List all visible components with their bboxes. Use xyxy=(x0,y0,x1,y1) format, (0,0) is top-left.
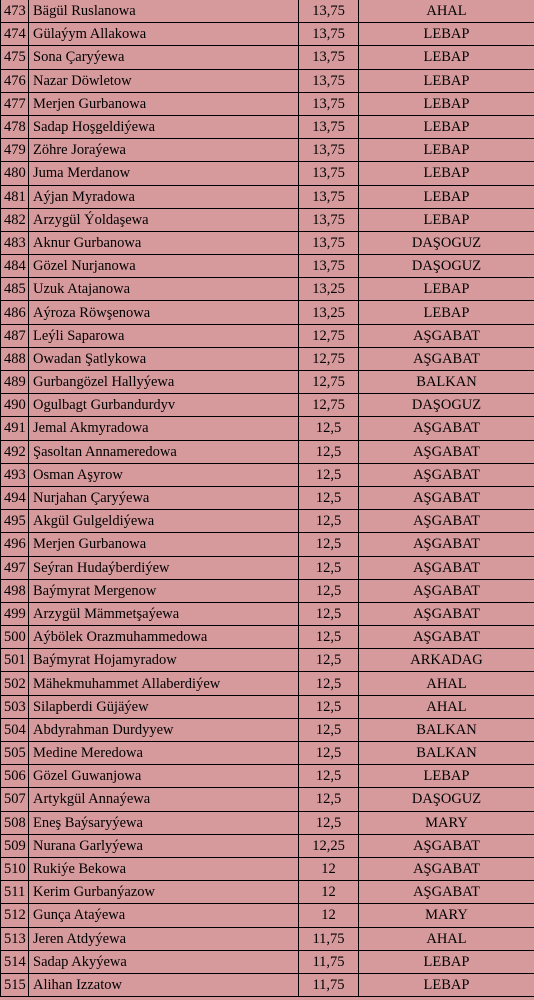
row-number: 498 xyxy=(1,579,29,602)
row-number: 503 xyxy=(1,695,29,718)
student-name: Baýmyrat Mergenow xyxy=(29,579,299,602)
region-cell: DAŞOGUZ xyxy=(359,788,534,811)
score-cell: 13,75 xyxy=(299,162,359,185)
row-number: 480 xyxy=(1,162,29,185)
student-name: Aýjan Myradowa xyxy=(29,185,299,208)
table-row xyxy=(1,324,534,347)
region-cell: AŞGABAT xyxy=(359,857,534,880)
student-name: Merjen Gurbanowa xyxy=(29,533,299,556)
table-row xyxy=(1,69,534,92)
score-cell: 13,75 xyxy=(299,208,359,231)
table-row xyxy=(1,649,534,672)
row-number: 495 xyxy=(1,510,29,533)
region-cell: AŞGABAT xyxy=(359,510,534,533)
region-cell: LEBAP xyxy=(359,973,534,996)
table-row xyxy=(1,301,534,324)
table-row xyxy=(1,788,534,811)
table-row xyxy=(1,602,534,625)
table-row xyxy=(1,0,534,23)
score-cell: 13,75 xyxy=(299,92,359,115)
score-cell: 12,25 xyxy=(299,834,359,857)
score-cell: 12,75 xyxy=(299,324,359,347)
row-number: 488 xyxy=(1,347,29,370)
score-cell: 11,75 xyxy=(299,927,359,950)
region-cell: LEBAP xyxy=(359,69,534,92)
region-cell: AHAL xyxy=(359,672,534,695)
region-cell: MARY xyxy=(359,904,534,927)
row-number: 500 xyxy=(1,626,29,649)
region-cell: AŞGABAT xyxy=(359,579,534,602)
row-number: 486 xyxy=(1,301,29,324)
region-cell: AŞGABAT xyxy=(359,881,534,904)
table-row xyxy=(1,927,534,950)
score-cell: 13,75 xyxy=(299,115,359,138)
row-number: 511 xyxy=(1,881,29,904)
region-cell: ARKADAG xyxy=(359,649,534,672)
student-name: Zöhre Joraýewa xyxy=(29,139,299,162)
score-cell: 12,5 xyxy=(299,649,359,672)
row-number: 489 xyxy=(1,371,29,394)
row-number: 482 xyxy=(1,208,29,231)
row-number: 491 xyxy=(1,417,29,440)
score-cell: 12,5 xyxy=(299,788,359,811)
row-number: 505 xyxy=(1,742,29,765)
student-name: Artykgül Annaýewa xyxy=(29,788,299,811)
row-number: 485 xyxy=(1,278,29,301)
student-name: Bägül Ruslanowa xyxy=(29,0,299,23)
score-cell: 12 xyxy=(299,881,359,904)
score-cell: 13,75 xyxy=(299,0,359,23)
table-row xyxy=(1,46,534,69)
student-name: Silapberdi Güjäýew xyxy=(29,695,299,718)
student-name: Jemal Akmyradowa xyxy=(29,417,299,440)
score-cell: 12,5 xyxy=(299,626,359,649)
row-number: 484 xyxy=(1,255,29,278)
student-name: Şasoltan Annameredowa xyxy=(29,440,299,463)
region-cell: BALKAN xyxy=(359,718,534,741)
row-number: 490 xyxy=(1,394,29,417)
score-cell: 13,75 xyxy=(299,69,359,92)
table-row xyxy=(1,139,534,162)
student-name: Mähekmuhammet Allaberdiýew xyxy=(29,672,299,695)
table-row xyxy=(1,973,534,996)
score-cell: 13,25 xyxy=(299,301,359,324)
table-row xyxy=(1,672,534,695)
row-number: 487 xyxy=(1,324,29,347)
region-cell: DAŞOGUZ xyxy=(359,231,534,254)
student-name: Arzygül Mämmetşaýewa xyxy=(29,602,299,625)
region-cell: AHAL xyxy=(359,927,534,950)
student-name: Gözel Nurjanowa xyxy=(29,255,299,278)
table-row xyxy=(1,718,534,741)
student-name: Ogulbagt Gurbandurdyv xyxy=(29,394,299,417)
region-cell: LEBAP xyxy=(359,115,534,138)
region-cell: LEBAP xyxy=(359,162,534,185)
table-row xyxy=(1,371,534,394)
region-cell: AHAL xyxy=(359,695,534,718)
region-cell: AŞGABAT xyxy=(359,347,534,370)
score-cell: 12,5 xyxy=(299,811,359,834)
student-name: Sona Çaryýewa xyxy=(29,46,299,69)
region-cell: DAŞOGUZ xyxy=(359,394,534,417)
row-number: 515 xyxy=(1,973,29,996)
student-name: Aknur Gurbanowa xyxy=(29,231,299,254)
table-row xyxy=(1,417,534,440)
table-row xyxy=(1,115,534,138)
student-name: Baýmyrat Hojamyradow xyxy=(29,649,299,672)
results-table-body xyxy=(1,0,534,997)
score-cell: 13,25 xyxy=(299,278,359,301)
row-number: 492 xyxy=(1,440,29,463)
table-row xyxy=(1,510,534,533)
student-name: Alihan Izzatow xyxy=(29,973,299,996)
row-number: 502 xyxy=(1,672,29,695)
row-number: 499 xyxy=(1,602,29,625)
region-cell: AŞGABAT xyxy=(359,463,534,486)
table-row xyxy=(1,162,534,185)
score-cell: 12,5 xyxy=(299,533,359,556)
score-cell: 11,75 xyxy=(299,973,359,996)
student-name: Aýbölek Orazmuhammedowa xyxy=(29,626,299,649)
row-number: 510 xyxy=(1,857,29,880)
region-cell: LEBAP xyxy=(359,278,534,301)
score-cell: 12,5 xyxy=(299,510,359,533)
table-row xyxy=(1,463,534,486)
region-cell: LEBAP xyxy=(359,950,534,973)
table-row xyxy=(1,556,534,579)
row-number: 513 xyxy=(1,927,29,950)
row-number: 497 xyxy=(1,556,29,579)
score-cell: 12,5 xyxy=(299,718,359,741)
table-row xyxy=(1,579,534,602)
table-row xyxy=(1,231,534,254)
row-number: 478 xyxy=(1,115,29,138)
student-name: Kerim Gurbanýazow xyxy=(29,881,299,904)
student-name: Nazar Döwletow xyxy=(29,69,299,92)
table-row xyxy=(1,255,534,278)
student-name: Uzuk Atajanowa xyxy=(29,278,299,301)
score-cell: 12,5 xyxy=(299,556,359,579)
table-row xyxy=(1,742,534,765)
student-name: Akgül Gulgeldiýewa xyxy=(29,510,299,533)
score-cell: 13,75 xyxy=(299,46,359,69)
score-cell: 12,5 xyxy=(299,463,359,486)
score-cell: 12,75 xyxy=(299,394,359,417)
student-name: Sadap Akyýewa xyxy=(29,950,299,973)
row-number: 514 xyxy=(1,950,29,973)
region-cell: LEBAP xyxy=(359,185,534,208)
row-number: 475 xyxy=(1,46,29,69)
row-number: 479 xyxy=(1,139,29,162)
region-cell: LEBAP xyxy=(359,46,534,69)
student-name: Rukiýe Bekowa xyxy=(29,857,299,880)
score-cell: 13,75 xyxy=(299,185,359,208)
score-cell: 12,5 xyxy=(299,695,359,718)
student-name: Gülaýym Allakowa xyxy=(29,23,299,46)
score-cell: 12,5 xyxy=(299,742,359,765)
table-row xyxy=(1,950,534,973)
student-name: Gözel Guwanjowa xyxy=(29,765,299,788)
region-cell: AŞGABAT xyxy=(359,533,534,556)
table-row xyxy=(1,278,534,301)
table-row xyxy=(1,834,534,857)
region-cell: LEBAP xyxy=(359,208,534,231)
student-name: Jeren Atdyýewa xyxy=(29,927,299,950)
row-number: 476 xyxy=(1,69,29,92)
score-cell: 13,75 xyxy=(299,231,359,254)
table-row xyxy=(1,185,534,208)
student-name: Sadap Hoşgeldiýewa xyxy=(29,115,299,138)
table-row xyxy=(1,904,534,927)
student-name: Arzygül Ýoldaşewa xyxy=(29,208,299,231)
region-cell: AŞGABAT xyxy=(359,324,534,347)
table-row xyxy=(1,857,534,880)
region-cell: AŞGABAT xyxy=(359,834,534,857)
score-cell: 12,5 xyxy=(299,672,359,695)
row-number: 512 xyxy=(1,904,29,927)
region-cell: DAŞOGUZ xyxy=(359,255,534,278)
row-number: 507 xyxy=(1,788,29,811)
row-number: 483 xyxy=(1,231,29,254)
score-cell: 11,75 xyxy=(299,950,359,973)
table-row xyxy=(1,626,534,649)
table-row xyxy=(1,881,534,904)
student-name: Nurjahan Çaryýewa xyxy=(29,486,299,509)
student-name: Seýran Hudaýberdiýew xyxy=(29,556,299,579)
row-number: 473 xyxy=(1,0,29,23)
student-name: Juma Merdanow xyxy=(29,162,299,185)
table-row xyxy=(1,486,534,509)
student-name: Medine Meredowa xyxy=(29,742,299,765)
region-cell: LEBAP xyxy=(359,139,534,162)
table-row xyxy=(1,695,534,718)
table-row xyxy=(1,208,534,231)
region-cell: AŞGABAT xyxy=(359,486,534,509)
region-cell: AHAL xyxy=(359,0,534,23)
score-cell: 12,5 xyxy=(299,579,359,602)
row-number: 496 xyxy=(1,533,29,556)
region-cell: AŞGABAT xyxy=(359,602,534,625)
student-name: Eneş Baýsaryýewa xyxy=(29,811,299,834)
score-cell: 12 xyxy=(299,904,359,927)
region-cell: LEBAP xyxy=(359,301,534,324)
student-name: Osman Aşyrow xyxy=(29,463,299,486)
row-number: 506 xyxy=(1,765,29,788)
row-number: 501 xyxy=(1,649,29,672)
row-number: 504 xyxy=(1,718,29,741)
student-name: Gurbangözel Hallyýewa xyxy=(29,371,299,394)
region-cell: MARY xyxy=(359,811,534,834)
table-row xyxy=(1,92,534,115)
student-name: Merjen Gurbanowa xyxy=(29,92,299,115)
score-cell: 12,5 xyxy=(299,440,359,463)
row-number: 493 xyxy=(1,463,29,486)
table-row xyxy=(1,440,534,463)
region-cell: AŞGABAT xyxy=(359,626,534,649)
student-name: Aýroza Röwşenowa xyxy=(29,301,299,324)
student-name: Leýli Saparowa xyxy=(29,324,299,347)
score-cell: 12 xyxy=(299,857,359,880)
student-name: Nurana Garlyýewa xyxy=(29,834,299,857)
student-name: Abdyrahman Durdyyew xyxy=(29,718,299,741)
region-cell: LEBAP xyxy=(359,92,534,115)
region-cell: AŞGABAT xyxy=(359,417,534,440)
row-number: 481 xyxy=(1,185,29,208)
table-row xyxy=(1,533,534,556)
row-number: 477 xyxy=(1,92,29,115)
region-cell: AŞGABAT xyxy=(359,440,534,463)
row-number: 508 xyxy=(1,811,29,834)
region-cell: BALKAN xyxy=(359,371,534,394)
table-row xyxy=(1,394,534,417)
table-row xyxy=(1,347,534,370)
score-cell: 13,75 xyxy=(299,139,359,162)
table-row xyxy=(1,811,534,834)
region-cell: LEBAP xyxy=(359,765,534,788)
row-number: 474 xyxy=(1,23,29,46)
score-cell: 12,5 xyxy=(299,417,359,440)
student-name: Owadan Şatlykowa xyxy=(29,347,299,370)
score-cell: 12,5 xyxy=(299,486,359,509)
table-row xyxy=(1,23,534,46)
region-cell: LEBAP xyxy=(359,23,534,46)
score-cell: 13,75 xyxy=(299,255,359,278)
score-cell: 12,5 xyxy=(299,602,359,625)
score-cell: 12,75 xyxy=(299,371,359,394)
row-number: 494 xyxy=(1,486,29,509)
student-name: Gunça Ataýewa xyxy=(29,904,299,927)
region-cell: BALKAN xyxy=(359,742,534,765)
region-cell: AŞGABAT xyxy=(359,556,534,579)
table-row xyxy=(1,765,534,788)
score-cell: 12,75 xyxy=(299,347,359,370)
score-cell: 13,75 xyxy=(299,23,359,46)
score-cell: 12,5 xyxy=(299,765,359,788)
row-number: 509 xyxy=(1,834,29,857)
